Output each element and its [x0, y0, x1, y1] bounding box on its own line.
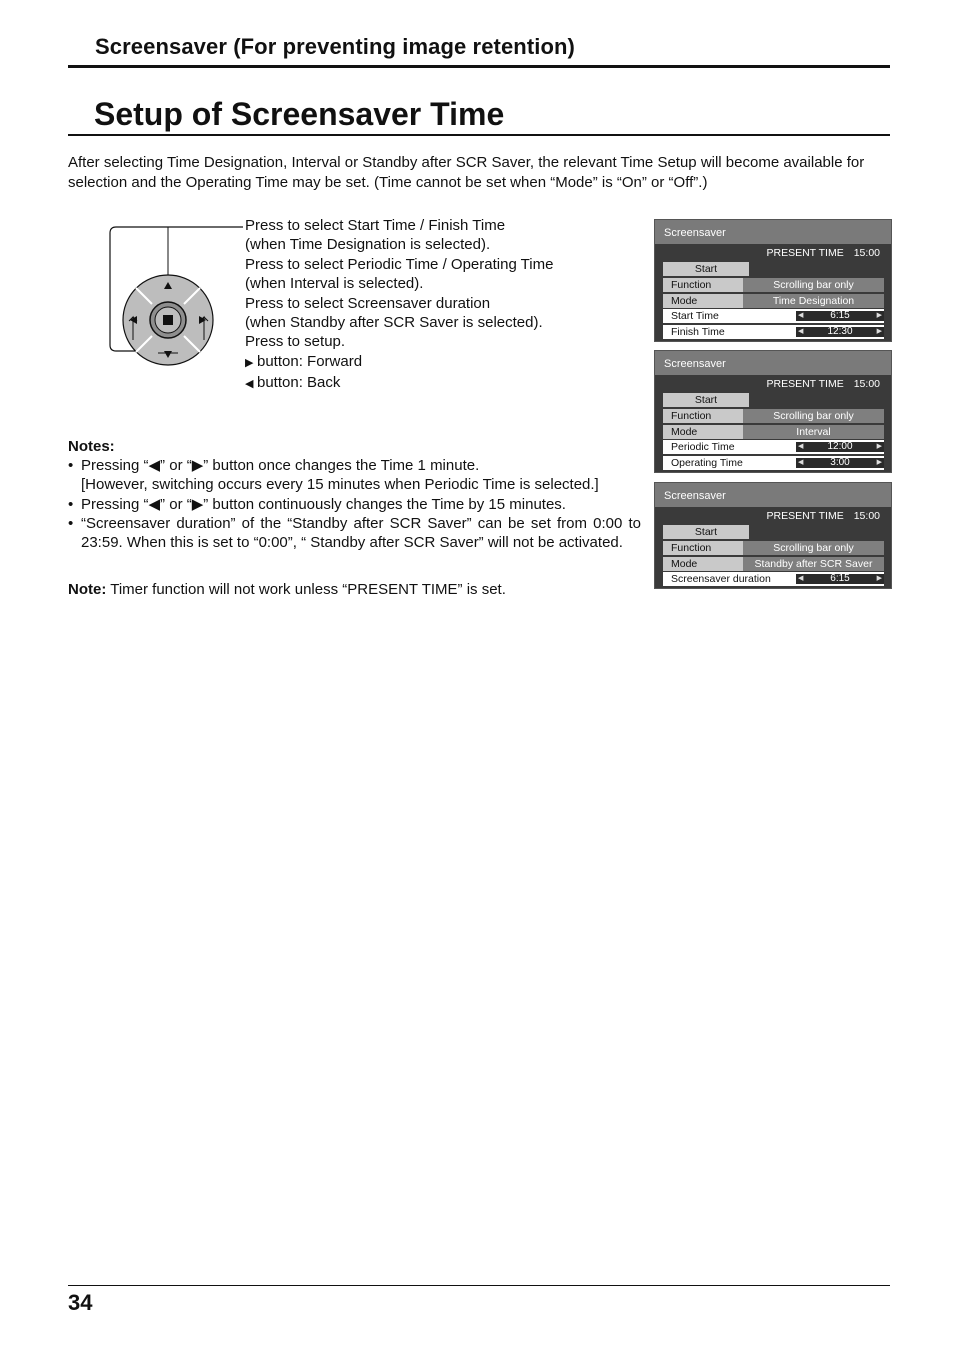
- osd-screensaver-standby: [654, 482, 892, 589]
- instruction-line: (when Interval is selected).: [245, 275, 424, 293]
- periodic-time-row[interactable]: [663, 440, 884, 454]
- finish-time-row[interactable]: [663, 325, 884, 339]
- function-row[interactable]: [663, 278, 884, 292]
- right-arrow-icon[interactable]: ▶: [876, 575, 882, 583]
- osd-title: Screensaver: [655, 483, 891, 507]
- operating-time-value: 3:00: [830, 456, 850, 468]
- left-arrow-icon[interactable]: ◀: [798, 327, 804, 335]
- mode-label: Mode: [663, 557, 743, 571]
- bullet: •: [68, 457, 74, 475]
- left-arrow-icon[interactable]: ◀: [798, 443, 804, 451]
- left-arrow-icon[interactable]: ◀: [798, 575, 804, 583]
- mode-row[interactable]: [663, 294, 884, 308]
- note-item: [68, 456, 641, 494]
- mode-value: Interval: [743, 425, 884, 439]
- osd-screensaver-interval: [654, 350, 892, 473]
- instruction-line: Press to select Start Time / Finish Time: [245, 217, 506, 234]
- present-time: [663, 507, 884, 525]
- present-time-label: PRESENT TIME: [766, 510, 844, 522]
- right-arrow-icon[interactable]: ▶: [876, 443, 882, 451]
- forward-instruction: [245, 352, 645, 373]
- mode-row[interactable]: [663, 557, 884, 571]
- start-time-row[interactable]: [663, 309, 884, 323]
- present-time-label: PRESENT TIME: [766, 247, 844, 259]
- periodic-time-label: Periodic Time: [663, 440, 793, 454]
- instruction-line: Press to select Screensaver duration: [245, 294, 491, 312]
- remote-dpad-diagram: [108, 222, 243, 367]
- instructions: [245, 216, 645, 395]
- right-arrow-icon[interactable]: ▶: [876, 312, 882, 320]
- mode-value: Standby after SCR Saver: [743, 557, 884, 571]
- bullet: •: [68, 495, 74, 513]
- note-text: Pressing “◀” or “▶” button once changes the Time 1 minute.: [81, 457, 480, 475]
- mode-value: Time Designation: [743, 294, 884, 308]
- left-arrow-icon[interactable]: ◀: [798, 312, 804, 320]
- note-text: “Screensaver duration” of the “Standby after SCR Saver” can be set from 0:00 to 23:59. When this is set to “0:00”, “ Standby after SCR Saver” will not be activated.: [81, 514, 641, 552]
- instruction-line: Press to setup.: [245, 333, 346, 351]
- footer-rule: [68, 1285, 890, 1286]
- forward-label: button: Forward: [257, 352, 363, 370]
- osd-title: Screensaver: [655, 220, 891, 244]
- present-time-value: 15:00: [853, 378, 880, 390]
- function-label: Function: [663, 541, 743, 555]
- present-time: [663, 375, 884, 393]
- note-text: [However, switching occurs every 15 minutes when Periodic Time is selected.]: [81, 476, 599, 494]
- intro-paragraph: After selecting Time Designation, Interval or Standby after SCR Saver, the relevant Time Setup will become available for selection and the Operating Time may be set. (Time cannot be set when “Mode” is “On” or “Off”.): [68, 154, 865, 191]
- notes-heading: Notes:: [68, 438, 115, 455]
- mode-row[interactable]: [663, 425, 884, 439]
- osd-title: Screensaver: [655, 351, 891, 375]
- title-rule: [68, 134, 890, 136]
- present-time: [663, 244, 884, 262]
- left-arrow-icon[interactable]: ◀: [798, 458, 804, 466]
- bullet: •: [68, 514, 74, 532]
- screensaver-duration-row[interactable]: [663, 572, 884, 586]
- section-title: Screensaver (For preventing image retention): [95, 34, 575, 59]
- stop-square-icon: [163, 315, 173, 325]
- back-label: button: Back: [257, 374, 341, 392]
- function-value: Scrolling bar only: [743, 278, 884, 292]
- present-time-value: 15:00: [853, 247, 880, 259]
- function-row[interactable]: [663, 541, 884, 555]
- function-row[interactable]: [663, 409, 884, 423]
- start-button[interactable]: Start: [663, 393, 749, 407]
- osd-screensaver-time-designation: [654, 219, 892, 342]
- note-text: Pressing “◀” or “▶” button continuously changes the Time by 15 minutes.: [81, 495, 566, 513]
- finish-time-value: 12:30: [827, 325, 853, 337]
- mode-label: Mode: [663, 425, 743, 439]
- function-label: Function: [663, 409, 743, 423]
- present-time-value: 15:00: [853, 510, 880, 522]
- operating-time-row[interactable]: [663, 456, 884, 470]
- right-arrow-icon[interactable]: ▶: [876, 458, 882, 466]
- instruction-line: Press to select Periodic Time / Operating Time: [245, 255, 554, 273]
- notes-section: [68, 437, 641, 552]
- note-item: [68, 514, 641, 552]
- back-instruction: [245, 373, 645, 394]
- function-value: Scrolling bar only: [743, 409, 884, 423]
- note-text: Timer function will not work unless “PRESENT TIME” is set.: [106, 581, 506, 598]
- operating-time-label: Operating Time: [663, 456, 793, 470]
- instruction-line: (when Standby after SCR Saver is selected).: [245, 314, 543, 332]
- periodic-time-value: 12:00: [827, 441, 853, 453]
- start-button[interactable]: Start: [663, 525, 749, 539]
- screensaver-duration-value: 6:15: [830, 573, 850, 585]
- page-title: Setup of Screensaver Time: [94, 96, 505, 132]
- function-label: Function: [663, 278, 743, 292]
- note-item: [68, 495, 641, 514]
- start-time-value: 6:15: [830, 310, 850, 322]
- screensaver-duration-label: Screensaver duration: [663, 572, 796, 586]
- note-label: Note:: [68, 581, 107, 598]
- left-triangle-icon: ◀: [245, 378, 254, 391]
- right-arrow-icon[interactable]: ▶: [876, 327, 882, 335]
- right-triangle-icon: ▶: [245, 356, 254, 369]
- section-rule: [68, 65, 890, 68]
- start-time-label: Start Time: [663, 309, 793, 323]
- mode-label: Mode: [663, 294, 743, 308]
- function-value: Scrolling bar only: [743, 541, 884, 555]
- present-time-label: PRESENT TIME: [766, 378, 844, 390]
- page-number: 34: [68, 1290, 93, 1315]
- start-button[interactable]: Start: [663, 262, 749, 276]
- instruction-line: (when Time Designation is selected).: [245, 236, 491, 254]
- finish-time-label: Finish Time: [663, 325, 793, 339]
